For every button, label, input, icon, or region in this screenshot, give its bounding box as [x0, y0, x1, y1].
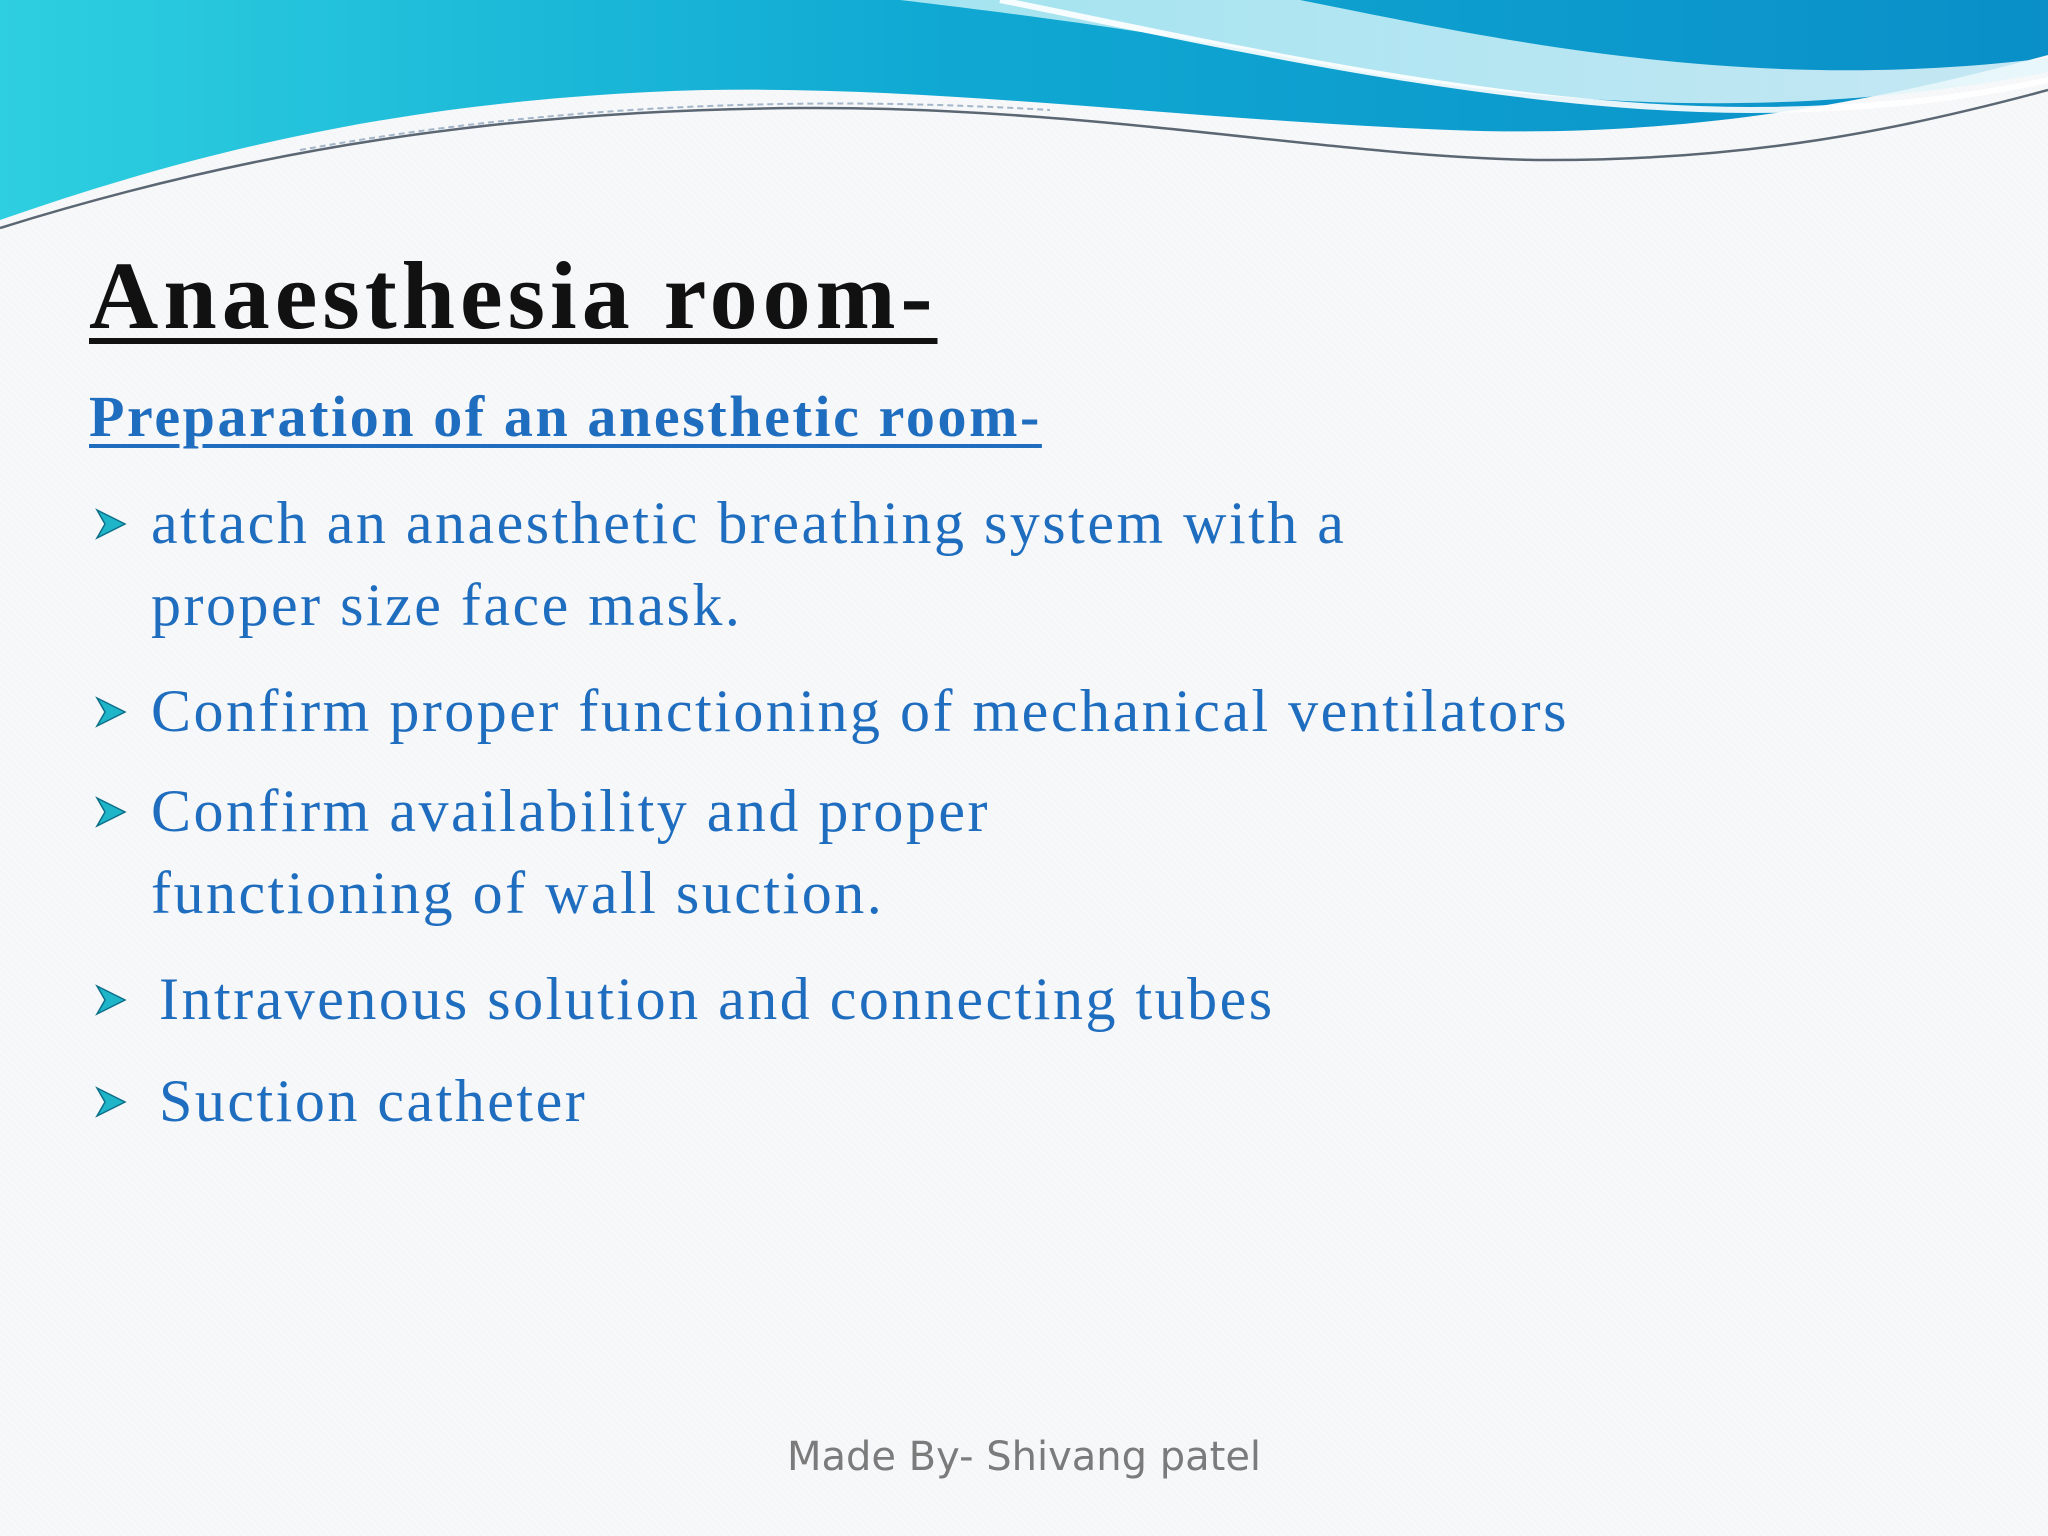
bullet-item: [89, 770, 1989, 934]
header-wave-banner: [0, 0, 2048, 240]
arrowhead-bullet-icon: [93, 794, 129, 830]
bullet-text: attach an anaesthetic breathing system with a proper size face mask.: [151, 490, 1347, 638]
arrowhead-bullet-icon: [93, 1084, 129, 1120]
arrowhead-bullet-icon: [93, 694, 129, 730]
bullet-text: Intravenous solution and connecting tubes: [159, 966, 1275, 1032]
bullet-text: Confirm proper functioning of mechanical ventilators: [151, 678, 1569, 744]
bullet-text: Suction catheter: [159, 1068, 588, 1134]
bullet-item: [89, 670, 1989, 752]
slide-subtitle: Preparation of an anesthetic room-: [89, 384, 1042, 449]
bullet-list: [89, 482, 1989, 1166]
bullet-text: Confirm availability and proper functioning of wall suction.: [151, 778, 990, 926]
bullet-item: [89, 482, 1989, 646]
footer-credit: Made By- Shivang patel: [786, 1434, 1262, 1480]
bullet-item: [89, 1060, 1989, 1142]
arrowhead-bullet-icon: [93, 506, 129, 542]
arrowhead-bullet-icon: [93, 982, 129, 1018]
slide-title: Anaesthesia room-: [89, 242, 938, 349]
bullet-item: [89, 958, 1989, 1040]
